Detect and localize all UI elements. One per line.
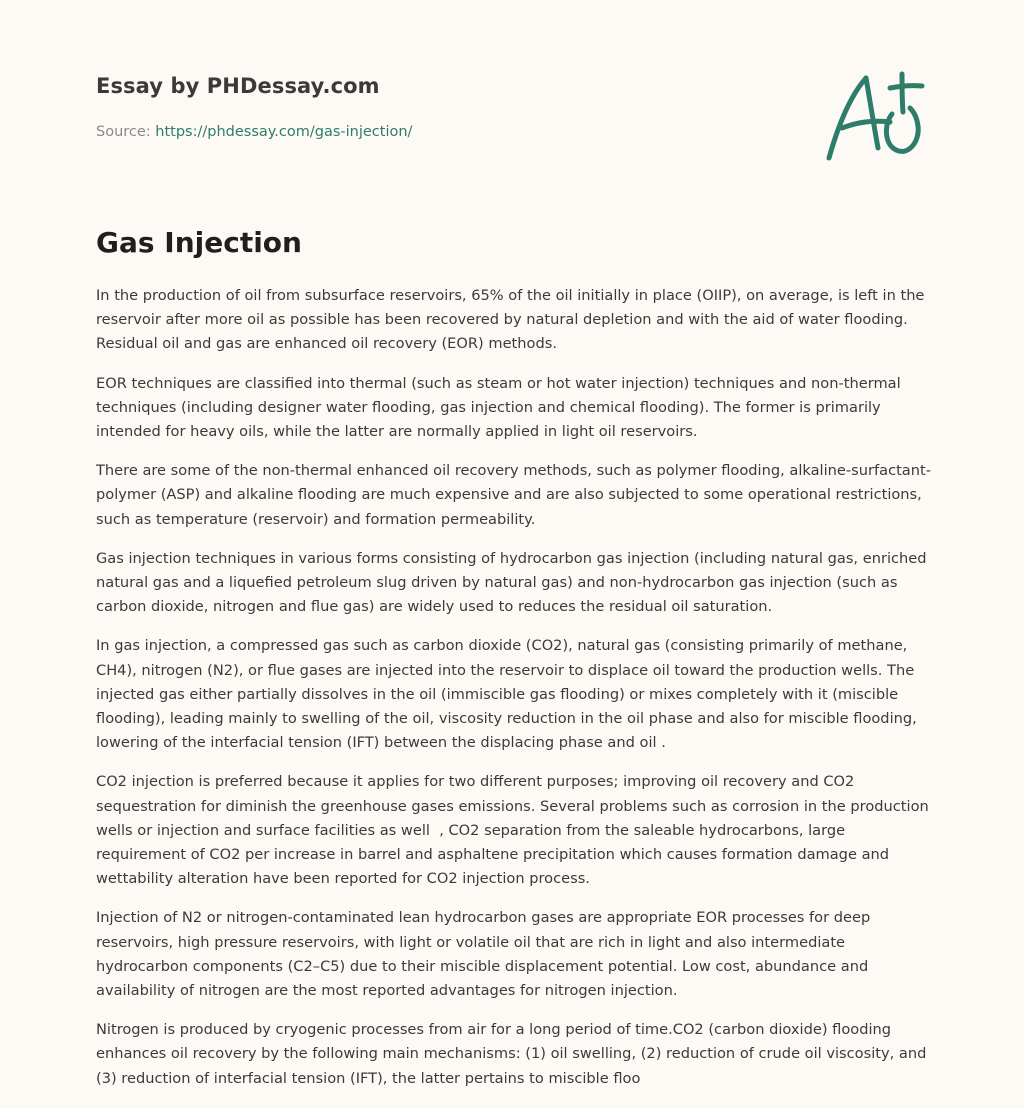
article-body xyxy=(96,284,932,1106)
paragraph: In gas injection, a compressed gas such as carbon dioxide (CO2), natural gas (consisting primarily of methane, CH4), nitrogen (N2), or flue gases are injected into the reservoir to displace oil toward the production wells. The injected gas either partially dissolves in the oil (immiscible gas flooding) or mixes completely with it (miscible flooding), leading mainly to swelling of the oil, viscosity reduction in the oil phase and also for miscible flooding, lowering of the interfacial tension (IFT) between the displacing phase and oil . xyxy=(96,637,922,752)
paragraph: CO2 injection is preferred because it applies for two different purposes; improving oil recovery and CO2 sequestration for diminish the greenhouse gases emissions. Several problems such as corrosion in the production wells or injection and surface facilities as well , CO2 separation from the saleable hydrocarbons, large requirement of CO2 per increase in barrel and asphaltene precipitation which causes formation damage and wettability alteration have been reported for CO2 injection process. xyxy=(96,773,934,888)
page-header xyxy=(96,74,928,140)
paragraph: In the production of oil from subsurface reservoirs, 65% of the oil initially in place (OIIP), on average, is left in the reservoir after more oil as possible has been recovered by natural depletion and with the aid of water flooding. Residual oil and gas are enhanced oil recovery (EOR) methods. xyxy=(96,287,930,353)
paragraph: Injection of N2 or nitrogen-contaminated lean hydrocarbon gases are appropriate EOR processes for deep reservoirs, high pressure reservoirs, with light or volatile oil that are rich in light and also intermediate hydrocarbon components (C2–C5) due to their miscible displacement potential. Low cost, abundance and availability of nitrogen are the most reported advantages for nitrogen injection. xyxy=(96,909,875,1000)
source-line xyxy=(96,124,412,140)
paragraph: Gas injection techniques in various forms consisting of hydrocarbon gas injection (including natural gas, enriched natural gas and a liquefied petroleum slug driven by natural gas) and non-hydrocarbon gas injection (such as carbon dioxide, nitrogen and flue gas) are widely used to reduces the residual oil saturation. xyxy=(96,549,932,616)
site-brand: Essay by PHDessay.com xyxy=(96,74,380,98)
paragraph: There are some of the non-thermal enhanced oil recovery methods, such as polymer flooding, alkaline-surfactant-polymer (ASP) and alkaline flooding are much expensive and are also subjected to some operational restrictions, such as temperature (reservoir) and formation permeability. xyxy=(96,462,931,528)
article-title: Gas Injection xyxy=(96,226,302,259)
paragraph: Nitrogen is produced by cryogenic processes from air for a long period of time.CO2 (carbon dioxide) flooding enhances oil recovery by the following main mechanisms: (1) oil swelling, (2) reduction of crude oil viscosity, and (3) reduction of interfacial tension (IFT), the latter pertains to miscible floo xyxy=(96,1021,931,1087)
source-link[interactable]: https://phdessay.com/gas-injection/ xyxy=(155,124,413,140)
a-plus-logo-icon xyxy=(820,66,930,166)
paragraph: EOR techniques are classified into thermal (such as steam or hot water injection) techniques and non-thermal techniques (including designer water flooding, gas injection and chemical flooding). The former is primarily intended for heavy oils, while the latter are normally applied in light oil reservoirs. xyxy=(96,374,906,441)
source-label: Source: xyxy=(96,124,156,140)
